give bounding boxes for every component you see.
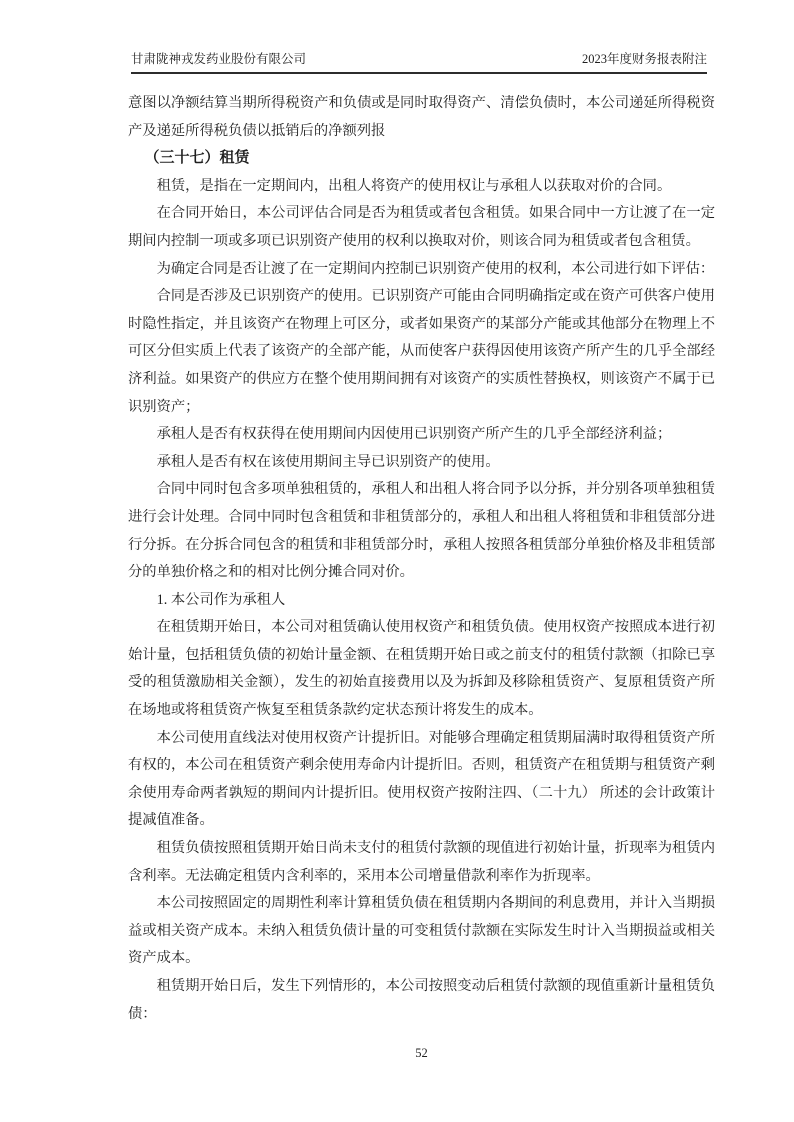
paragraph: 在合同开始日，本公司评估合同是否为租赁或者包含租赁。如果合同中一方让渡了在一定期间内控制一项或多项已识别资产使用的权利以换取对价，则该合同为租赁或者包含租赁。 (128, 205, 715, 249)
list-heading: 1. 本公司作为承租人 (156, 591, 286, 608)
paragraph: 承租人是否有权获得在使用期间内因使用已识别资产所产生的几乎全部经济利益； (156, 426, 672, 443)
page-header (131, 50, 707, 74)
document-body (128, 90, 715, 1028)
paragraph: 在租赁期开始日，本公司对租赁确认使用权资产和租赁负债。使用权资产按照成本进行初始计量，包括租赁负债的初始计量金额、在租赁期开始日或之前支付的租赁付款额（扣除已享受的租赁激励相关金额），发生的初始直接费用以及为拆卸及移除租赁资产、复原租赁资产所在场地或将租赁资产恢复至租赁条款约定状态预计将发生的成本。 (128, 619, 715, 719)
paragraph: 意图以净额结算当期所得税资产和负债或是同时取得资产、清偿负债时，本公司递延所得税资产及递延所得税负债以抵销后的净额列报 (128, 95, 715, 139)
paragraph: 本公司按照固定的周期性利率计算租赁负债在租赁期内各期间的利息费用，并计入当期损益或相关资产成本。未纳入租赁负债计量的可变租赁付款额在实际发生时计入当期损益或相关资产成本。 (128, 895, 715, 967)
header-company-name: 甘肃陇神戎发药业股份有限公司 (131, 52, 307, 66)
header-doc-title: 2023年度财务报表附注 (581, 52, 707, 66)
page-footer (128, 1046, 715, 1061)
page-number: 52 (415, 1046, 428, 1060)
paragraph: 本公司使用直线法对使用权资产计提折旧。对能够合理确定租赁期届满时取得租赁资产所有权的，本公司在租赁资产剩余使用寿命内计提折旧。否则，租赁资产在租赁期与租赁资产剩余使用寿命两者孰短的期间内计提折旧。使用权资产按附注四、（二十九） 所述的会计政策计提减值准备。 (128, 729, 715, 829)
paragraph: 为确定合同是否让渡了在一定期间内控制已识别资产使用的权利，本公司进行如下评估： (156, 260, 715, 277)
paragraph: 租赁负债按照租赁期开始日尚未支付的租赁付款额的现值进行初始计量，折现率为租赁内含利率。无法确定租赁内含利率的，采用本公司增量借款利率作为折现率。 (128, 840, 715, 884)
paragraph: 承租人是否有权在该使用期间主导已识别资产的使用。 (156, 453, 500, 470)
section-heading: （三十七）租赁 (144, 150, 250, 167)
paragraph: 合同是否涉及已识别资产的使用。已识别资产可能由合同明确指定或在资产可供客户使用时隐性指定，并且该资产在物理上可区分，或者如果资产的某部分产能或其他部分在物理上不可区分但实质上代表了该资产的全部产能，从而使客户获得因使用该资产所产生的几乎全部经济利益。如果资产的供应方在整个使用期间拥有对该资产的实质性替换权，则该资产不属于已识别资产； (128, 288, 715, 415)
paragraph: 合同中同时包含多项单独租赁的，承租人和出租人将合同予以分拆，并分别各项单独租赁进行会计处理。合同中同时包含租赁和非租赁部分的，承租人和出租人将租赁和非租赁部分进行分拆。在分拆合同包含的租赁和非租赁部分时，承租人按照各租赁部分单独价格及非租赁部分的单独价格之和的相对比例分摊合同对价。 (128, 481, 715, 581)
paragraph: 租赁，是指在一定期间内，出租人将资产的使用权让与承租人以获取对价的合同。 (156, 177, 672, 194)
paragraph: 租赁期开始日后，发生下列情形的，本公司按照变动后租赁付款额的现值重新计量租赁负债： (128, 978, 715, 1022)
